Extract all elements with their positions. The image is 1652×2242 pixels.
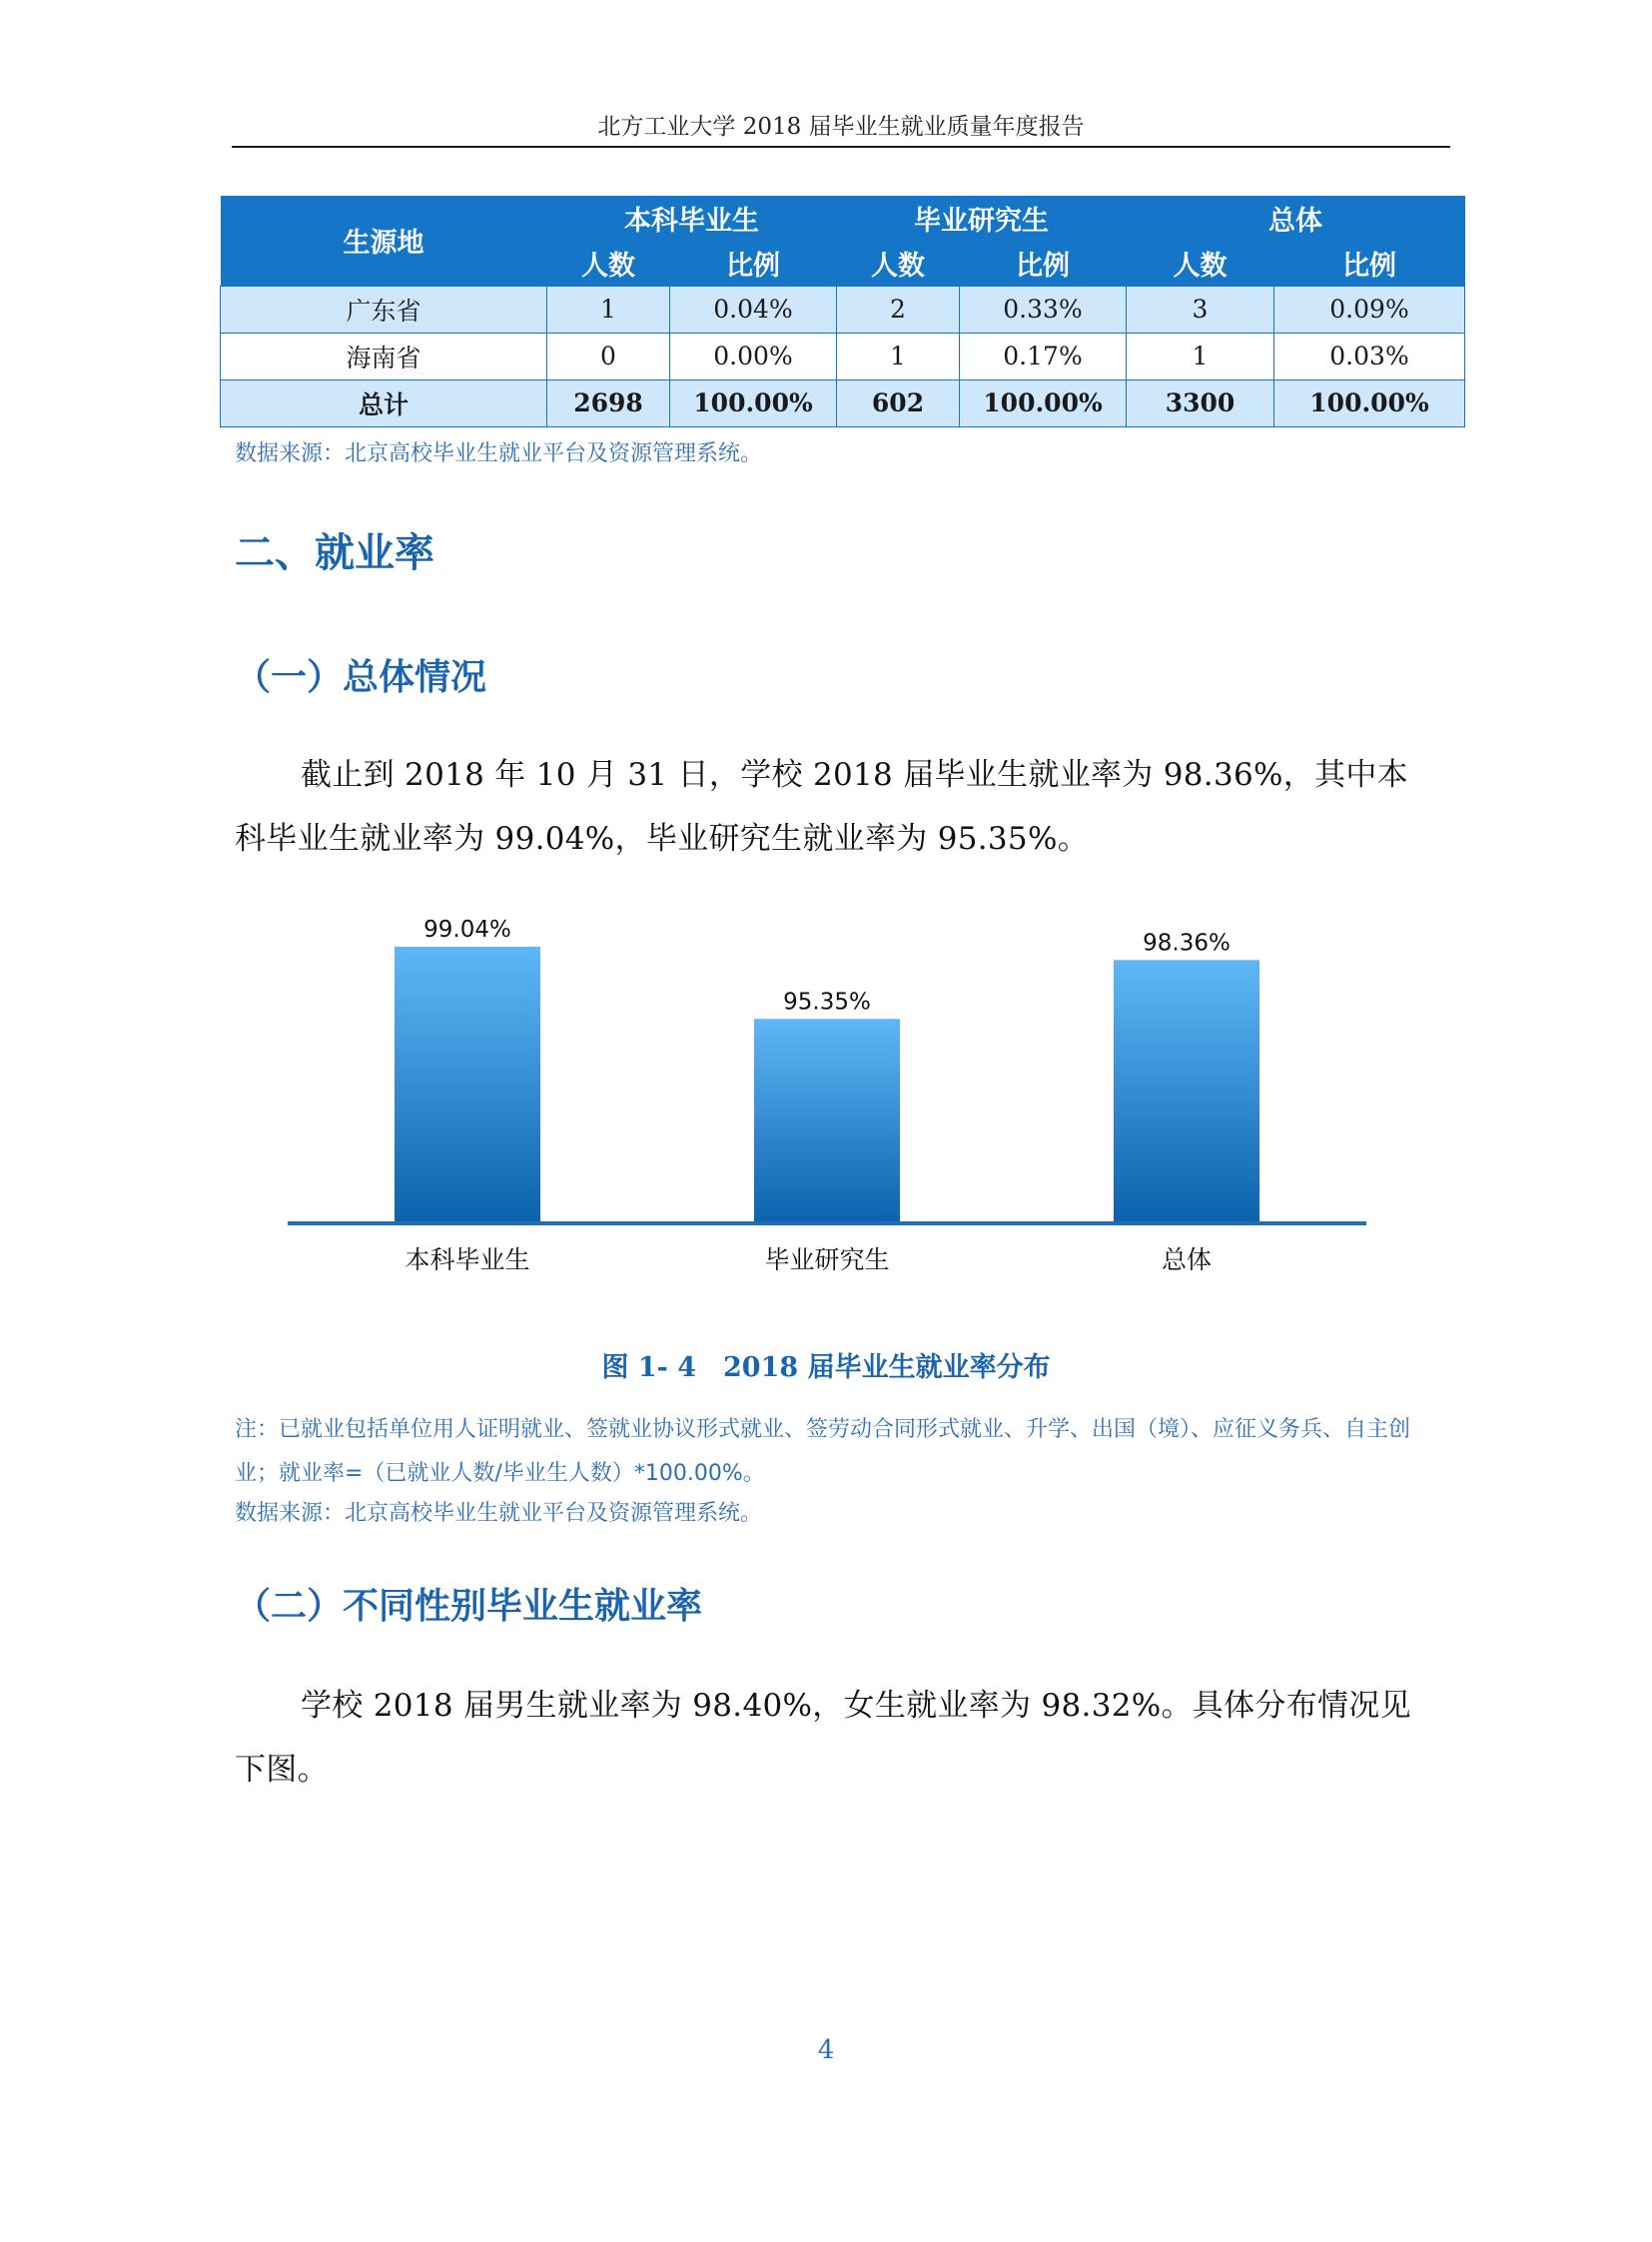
table-cell: 2698	[547, 379, 670, 426]
table-cell: 602	[837, 379, 960, 426]
subsection-heading: （二）不同性别毕业生就业率	[235, 1586, 703, 1627]
bar-3	[1114, 960, 1259, 1221]
table-cell-place: 广东省	[221, 286, 547, 333]
table-header-ratio: 比例	[670, 241, 837, 286]
table-cell: 2	[837, 286, 960, 333]
x-tick-label: 本科毕业生	[405, 1245, 530, 1274]
body-paragraph: 截止到 2018 年 10 月 31 日，学校 2018 届毕业生就业率为 98.36%，其中本科毕业生就业率为 99.04%，毕业研究生就业率为 95.35%。	[235, 757, 1408, 857]
table-header-place: 生源地	[221, 196, 547, 286]
table-row-total	[221, 379, 1465, 426]
bar-1	[395, 947, 540, 1221]
bar-data-label: 95.35%	[783, 989, 871, 1016]
table-header-count: 人数	[547, 241, 670, 286]
table-cell: 3300	[1127, 379, 1274, 426]
table-cell: 100.00%	[670, 379, 837, 426]
table-row	[221, 286, 1465, 333]
table-source-note: 数据来源：北京高校毕业生就业平台及资源管理系统。	[235, 441, 763, 466]
table-cell: 0.00%	[670, 333, 837, 379]
table-row	[221, 333, 1465, 379]
x-tick-label: 总体	[1161, 1245, 1213, 1274]
table-header-group: 毕业研究生	[837, 196, 1127, 241]
table-header-ratio: 比例	[960, 241, 1127, 286]
table-cell: 1	[837, 333, 960, 379]
table-cell: 0.04%	[670, 286, 837, 333]
table-header-group: 总体	[1127, 196, 1465, 241]
table-header-group: 本科毕业生	[547, 196, 837, 241]
employment-rate-chart	[0, 899, 1652, 1298]
table-header-count: 人数	[837, 241, 960, 286]
x-tick-label: 毕业研究生	[764, 1245, 890, 1274]
table-cell: 1	[547, 286, 670, 333]
header-divider	[232, 146, 1450, 148]
table-header-count: 人数	[1127, 241, 1274, 286]
chart-note: 注：已就业包括单位用人证明就业、签就业协议形式就业、签劳动合同形式就业、升学、出国（境）、应征义务兵、自主创业；就业率=（已就业人数/毕业生人数）*100.00%。	[235, 1417, 1411, 1486]
chart-source-note: 数据来源：北京高校毕业生就业平台及资源管理系统。	[235, 1501, 763, 1526]
table-cell: 100.00%	[1274, 379, 1465, 426]
section-heading: 二、就业率	[235, 530, 434, 576]
bar-data-label: 99.04%	[423, 917, 511, 943]
bar-2	[754, 1019, 900, 1221]
table-cell: 3	[1127, 286, 1274, 333]
page-header-title: 北方工业大学 2018 届毕业生就业质量年度报告	[597, 114, 1085, 140]
table-cell: 0.33%	[960, 286, 1127, 333]
page-number: 4	[817, 2035, 835, 2065]
table-cell: 0.03%	[1274, 333, 1465, 379]
table-header-ratio: 比例	[1274, 241, 1465, 286]
table-cell: 0.17%	[960, 333, 1127, 379]
body-paragraph: 学校 2018 届男生就业率为 98.40%，女生就业率为 98.32%。具体分布情况见下图。	[235, 1688, 1411, 1788]
table-cell: 0.09%	[1274, 286, 1465, 333]
table-cell: 0	[547, 333, 670, 379]
table-cell: 100.00%	[960, 379, 1127, 426]
table-cell-place: 海南省	[221, 333, 547, 379]
table-cell: 1	[1127, 333, 1274, 379]
figure-caption: 图 1- 4 2018 届毕业生就业率分布	[601, 1352, 1051, 1383]
origin-table	[220, 196, 1465, 427]
table-cell-place: 总计	[221, 379, 547, 426]
subsection-heading: （一）总体情况	[235, 657, 487, 698]
bar-data-label: 98.36%	[1143, 930, 1231, 957]
